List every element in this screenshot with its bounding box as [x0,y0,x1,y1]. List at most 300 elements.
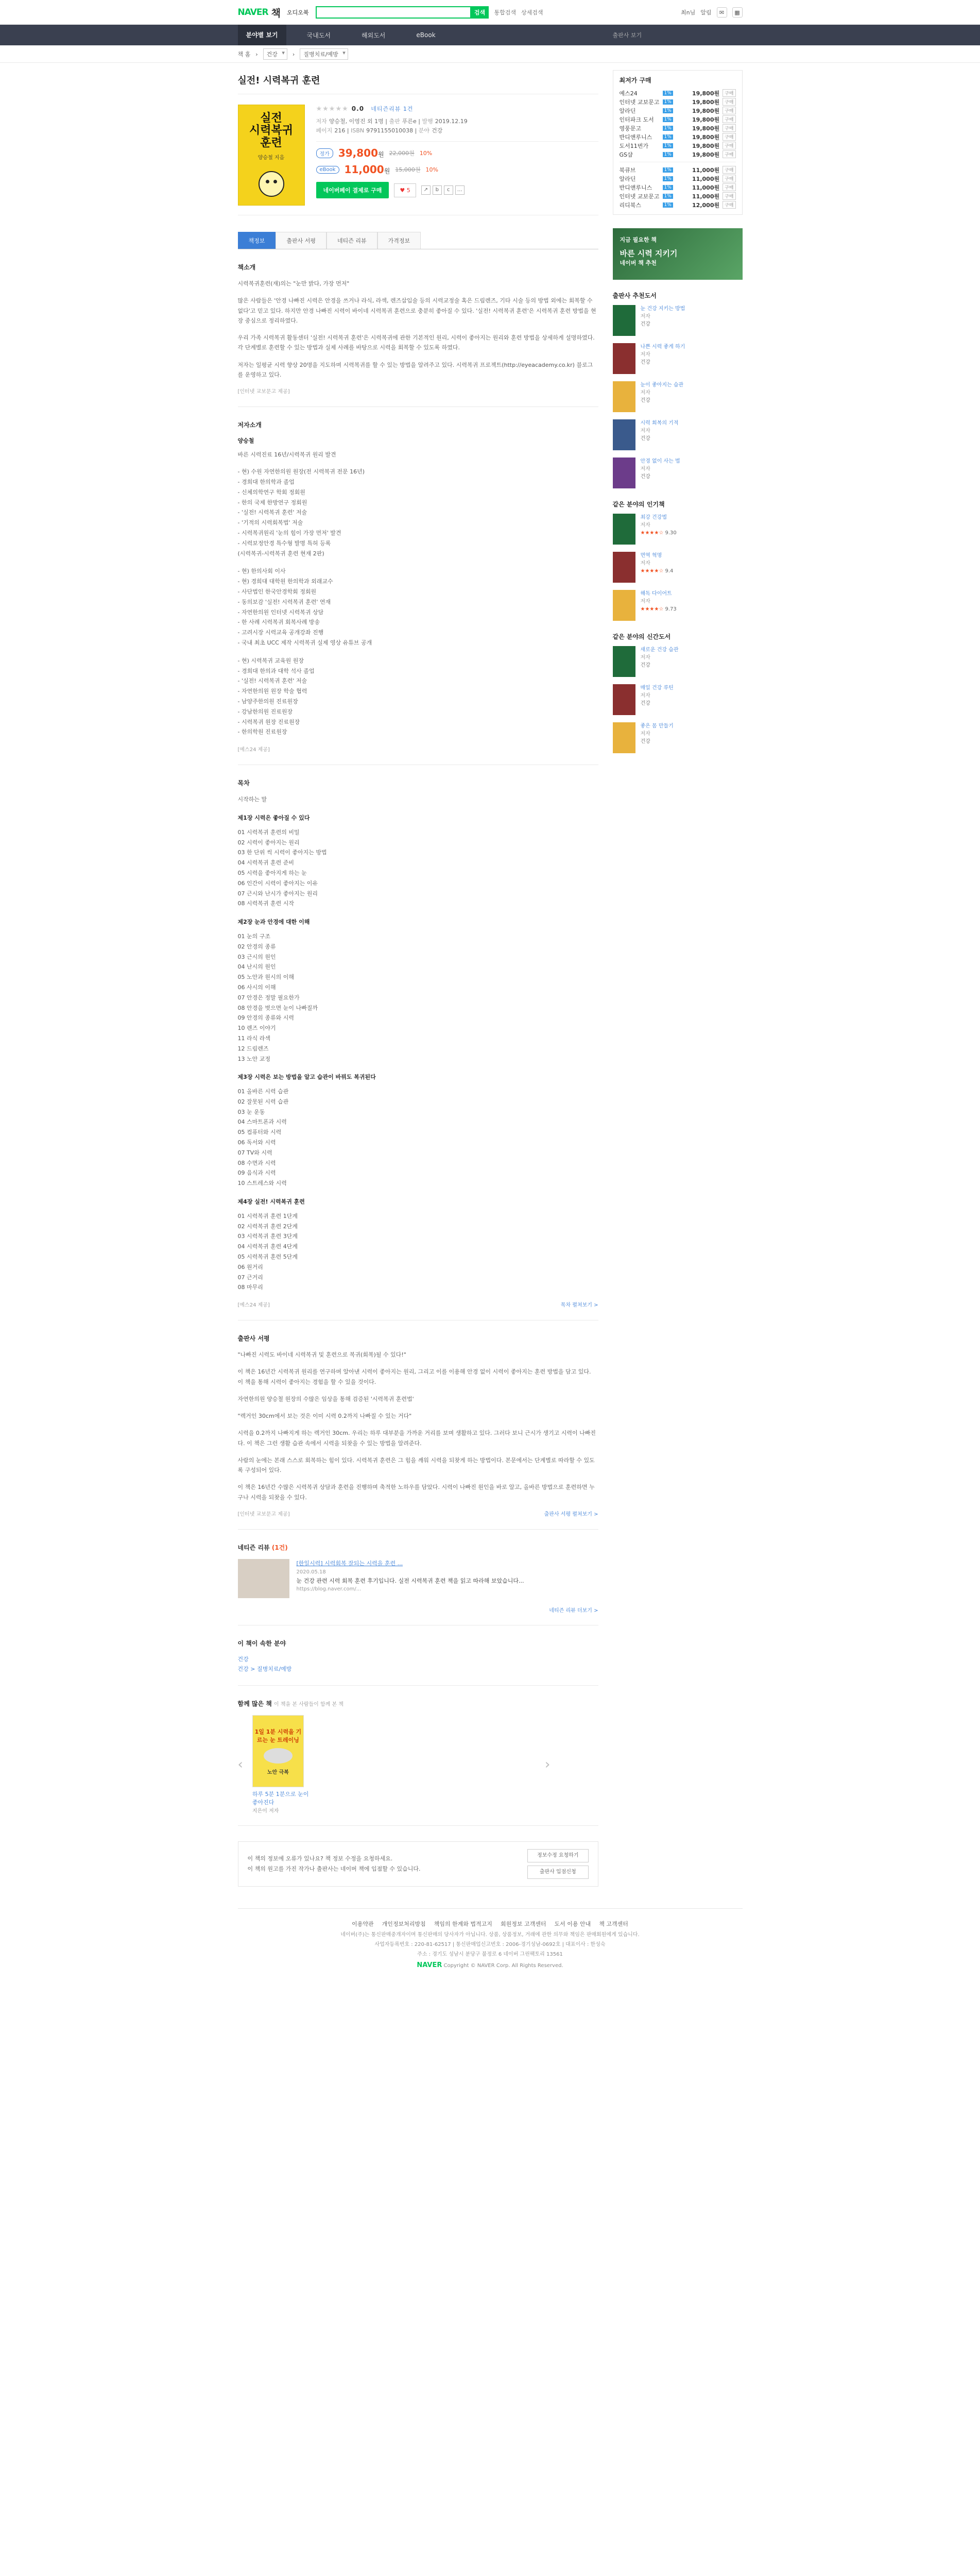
side-book-value: 건강 [640,321,650,327]
price-ebook-discount: 10% [425,166,438,173]
shop-row[interactable] [620,141,736,150]
sidebar [613,70,743,1887]
review-url[interactable]: https://blog.naver.com/... [296,1586,362,1592]
pub-review-quote: "나빠진 시력도 바이네 시력복귀 및 훈련으로 복귀(회복)될 수 있다!" [237,1351,406,1359]
pub-review-p5: 사람의 눈에는 본래 스스로 회복하는 힘이 있다. 시력복귀 훈련은 그 힘을 깨워 시력을 되찾게 하는 방법이다. 본문에서는 단계별로 따라할 수 있도록 구성되어 있다. [237,1456,595,1474]
related-heading: 함께 많은 책 [237,1700,272,1708]
shop-point: 1% [663,185,673,190]
shop-name[interactable]: 인터넷 교보문고 [619,193,660,200]
cafe-icon[interactable]: c [444,185,453,195]
toc-item: 01 올바른 시력 습관 [237,1088,289,1095]
side-book-title[interactable]: 면역 혁명 [640,553,662,558]
shop-row[interactable] [620,115,736,124]
shop-buy-button[interactable]: 구매 [723,150,735,158]
shop-price: 11,000원 [692,166,720,174]
cover-author: 양승철 지음 [257,155,285,161]
shop-row[interactable] [620,183,736,192]
footer-links [238,1919,743,1930]
more-icon[interactable]: … [455,185,465,195]
nav-foreign[interactable]: 해외도서 [362,31,386,39]
side-book-extra [641,567,674,575]
toc-item: 02 시력이 좋아지는 원리 [237,839,300,846]
book-info: 실전 시력복귀 훈련 양승철 지음 ★★★★★ 0.0 네티즌리뷰 1건 저자 양승철, 이영진 외 1명 | 출판 푸른e | 발행 2019.12.19 페이지 216 | ISBN 9791155010038 | 분야 건강 정가 39,800원 22,000원 10% eBook 11,000원 15,000원 10% 네이버페이 결제로 구매 ♥ 5 ↗ b c … [238,94,598,215]
tab-info[interactable]: 책정보 [238,232,276,249]
toc-item: 07 근거리 [237,1274,263,1281]
side-book-text [641,646,679,677]
shop-name[interactable]: 반디앤루니스 [619,133,652,141]
apps-icon[interactable]: ▦ [732,7,743,18]
toc-item: 06 인간이 시력이 좋아지는 이유 [237,879,318,887]
next-arrow-icon[interactable]: › [544,1757,551,1773]
shop-buy-button[interactable]: 구매 [723,107,735,114]
intro-p3: 우리 가족 시력복귀 활동센터 '실전! 시력복귀 훈련'은 시력복귀에 관한 기본적인 원리, 시력이 좋아지는 원리와 훈련 방법을 상세하게 설명하였다. 각 단계별로 훈련할 수 있는 방법과 실제 사례를 바탕으로 시력을 회복할 수 있도록 하였다. [237,334,595,351]
intro-p1: 시력복귀훈련(재)의는 "눈만 밝다, 가장 먼저" [237,280,350,287]
side-book-title[interactable]: 좋은 몸 만들기 [640,723,674,729]
report-line-2: 이 책의 원고를 가진 작가나 출판사는 네이버 책에 입점할 수 있습니다. [247,1866,421,1873]
netizen-heading: 네티즌 리뷰 [237,1544,270,1551]
list-item: - 시력보정안경 특수형 발명 특허 등록 [237,539,331,547]
ebook-shop-list [620,165,736,209]
side-book-text [641,514,677,545]
user-name[interactable]: 최n님 [681,9,696,16]
side-book-cover[interactable] [613,343,635,374]
report-box [238,1841,598,1887]
author-section [238,407,598,765]
shop-name[interactable]: 인터넷 교보문고 [619,98,660,106]
toc-item: 11 라식 라섹 [237,1035,270,1042]
ad-title: 바른 시력 지키기 [620,249,678,258]
toc-intro: 시작하는 말 [237,796,267,803]
toc-item: 01 시력복귀 훈련 1단계 [237,1212,298,1219]
star-icon: ★★★★☆ [640,568,665,574]
toc-chapter: 제2장 눈과 안경에 대한 이해 [237,919,310,926]
search-button[interactable]: 검색 [470,6,489,19]
rating-stars: ★★★★★ 0.0 네티즌리뷰 1건 [316,105,414,113]
publisher-link[interactable]: 출판사 보기 [612,32,642,39]
search-input[interactable] [316,6,470,19]
shop-name[interactable]: 예스24 [619,90,638,97]
side-book-cover[interactable] [613,590,635,621]
toc-item: 06 독서와 시력 [237,1139,276,1146]
side-book-cover[interactable] [613,381,635,412]
toc-item: 02 안경의 종류 [237,943,276,950]
side-book-value: 건강 [640,360,650,365]
pub-review-expand-link[interactable]: 출판사 서평 펼쳐보기 > [544,1511,598,1517]
list-item: - 현) 시력복귀 교육원 원장 [237,657,304,664]
shop-buy-button[interactable]: 구매 [723,201,735,209]
tab-bar [238,232,598,249]
list-item: - 자연한의원 인터넷 시력복귀 상담 [237,608,324,616]
ad-top: 지금 필요한 책 [620,236,657,243]
publisher-apply-button[interactable]: 출판사 입점신청 [527,1866,588,1879]
shop-name[interactable]: 알라딘 [619,175,636,182]
intro-heading: 책소개 [237,264,256,271]
pub-review-p4: 시력을 0.2까지 나빠지게 하는 렉거인 30cm. 우리는 하루 대부분을 가까운 거리를 보며 생활하고 있다. 그러다 보니 근시가 생기고 시력이 나빠진다. 이 책은 그런 생활 습관 속에서 시력을 되찾을 수 있는 방법을 알려준다. [237,1430,596,1447]
shop-row[interactable] [620,124,736,132]
side-book-item[interactable] [613,419,743,450]
isbn: 9791155010038 [366,127,414,134]
author-desc: 바른 시력진료 16년/시력복귀 원리 발견 [237,451,336,458]
side-book-cover[interactable] [613,552,635,583]
main-content [238,70,598,1887]
blog-icon[interactable]: b [433,185,442,195]
shop-name[interactable]: GS샵 [619,151,633,158]
side-book-author: 저자 [640,693,650,699]
shop-name[interactable]: 인터파크 도서 [619,116,654,123]
shop-buy-button[interactable]: 구매 [723,124,735,132]
shop-buy-button[interactable]: 구매 [723,192,735,200]
side-book-title[interactable]: 안경 없이 사는 법 [640,459,680,464]
toc-item: 12 드림렌즈 [237,1045,269,1052]
shop-row[interactable] [620,192,736,200]
shop-point: 1% [663,176,673,181]
price-ebook-old: 15,000원 [395,166,421,174]
nav-ebook[interactable]: eBook [416,31,436,39]
footer-link[interactable]: 도서 이용 안내 [554,1921,591,1928]
footer-link[interactable]: 책 고객센터 [599,1921,628,1928]
pub-review-heading: 출판사 서평 [237,1335,270,1343]
price-paper-value: 39,800 [338,147,379,160]
review-body: 눈 건강 관련 시력 회복 훈련 후기입니다. 실전 시력복귀 훈련 책을 읽고 따라해 보았습니다... [296,1577,524,1584]
shop-point: 1% [663,143,673,148]
tab-price[interactable]: 가격정보 [377,232,421,249]
toc-item: 03 시력복귀 훈련 3단계 [237,1233,298,1240]
netizen-more-link[interactable]: 네티즌 리뷰 더보기 > [549,1607,598,1614]
list-item: - 시력복귀원리 '눈의 힘이 가장 먼저' 발견 [237,530,341,537]
side-book-item[interactable] [613,381,743,412]
toc-item: 09 음식과 시력 [237,1170,276,1177]
isbn-key: ISBN [351,127,365,134]
pub-date: 2019.12.19 [435,118,468,125]
detail-search-link[interactable]: 상세검색 [521,9,543,16]
toc-item: 04 시력복귀 훈련 4단계 [237,1243,298,1250]
shop-row[interactable] [620,174,736,183]
toc-item: 01 눈의 구조 [237,933,270,940]
prev-arrow-icon[interactable]: ‹ [237,1757,243,1773]
side-book-value: 9.4 [665,568,674,574]
toc-item: 09 안경의 종류와 시력 [237,1014,294,1022]
review-title[interactable]: [한일시력] 시력회복 잘되는 시력을 훈련 ... [296,1560,403,1567]
shop-row[interactable] [620,150,736,159]
toc-item: 02 잘못된 시력 습관 [237,1098,289,1105]
side-book-title[interactable]: 시력 회복의 기적 [640,420,679,426]
side-book-value: 9.73 [665,606,677,612]
toc-item: 04 스마트폰과 시력 [237,1118,287,1126]
toc-item: 02 시력복귀 훈련 2단계 [237,1223,298,1230]
toc-item: 04 난시의 원인 [237,963,276,971]
side-book-item[interactable] [613,684,743,715]
like-button[interactable]: ♥ 5 [394,183,416,197]
naver-logo[interactable]: NAVER [237,7,268,18]
shop-row[interactable] [620,97,736,106]
review-thumbnail[interactable] [238,1559,289,1598]
intro-p2: 많은 사람들은 '안경 나빠진 시력은 안경을 쓰거나 라식, 라섹, 렌즈삽입술 등의 시력교정술 혹은 드림렌즈, 기타 시술 등의 방법 외에는 회복할 수 없다'고 믿고 있다. 하지만 안경 나빠진 시력이 바이네 시력복귀 훈련으로 충분히 좋아질 수 있다. '실전! 시력복귀 훈련'은 시력복귀 훈련 방법을 현장 중심으로 정리하였다. [237,297,596,324]
side-book-cover[interactable] [613,722,635,753]
ad-banner[interactable] [613,228,743,280]
shop-point: 1% [663,134,673,140]
shop-name[interactable]: 영풍문고 [619,125,642,132]
list-item: - 시력복귀 원장 진료원장 [237,718,300,725]
all-category-button[interactable]: 분야별 보기 [238,25,286,45]
related-book-card[interactable] [252,1715,309,1814]
side-book-cover[interactable] [613,419,635,450]
shop-name[interactable]: 알라딘 [619,107,636,114]
toc-chapter: 제3장 시력은 보는 방법을 알고 습관이 바꿔도 복귀된다 [237,1074,376,1081]
related-sub: 이 책을 본 사람들이 함께 본 책 [274,1702,344,1708]
side-book-title[interactable]: 매일 건강 루틴 [640,685,674,691]
footer-logo[interactable]: NAVER [417,1961,442,1970]
popular-heading: 같은 분야의 인기책 [612,501,665,508]
side-book-title[interactable]: 나쁜 시력 좋게 하기 [640,344,685,350]
footer-link[interactable]: 책임의 한계와 법적고지 [434,1921,492,1928]
intro-source: [인터넷 교보문고 제공] [237,389,290,395]
shop-buy-button[interactable]: 구매 [723,142,735,149]
toc-item: 03 한 단위 씩 시력이 좋아지는 방법 [237,849,327,856]
list-item: - '기적의 시력회복법' 저술 [237,519,303,527]
side-book-cover[interactable] [613,684,635,715]
side-book-title[interactable]: 해독 다이어트 [640,591,672,597]
side-book-item[interactable] [613,514,743,545]
category-key: 분야 [418,127,430,134]
category[interactable]: 건강 [432,127,443,134]
nav-domestic[interactable]: 국내도서 [306,31,331,39]
pages: 216 [334,127,346,134]
shop-point: 1% [663,126,673,131]
side-book-title[interactable]: 눈이 좋아지는 습관 [640,382,684,388]
side-book-cover[interactable] [613,457,635,488]
side-book-value: 건강 [640,398,650,403]
shop-name[interactable]: 도서11번가 [619,142,649,149]
side-book-item[interactable] [613,722,743,753]
toc-list [238,813,598,1293]
related-book-writer: 지은이 저자 [252,1808,279,1815]
pub-review-section [238,1320,598,1530]
category-link-2[interactable]: 건강 > 질병치료/예방 [237,1665,292,1672]
toc-item: 08 시력복귀 훈련 시작 [237,900,294,907]
shop-price: 19,800원 [692,98,720,106]
related-book-cover[interactable] [252,1715,304,1787]
review-count-link[interactable]: 네티즌리뷰 1건 [371,106,414,112]
toc-item: 08 마무리 [237,1284,263,1291]
side-book-extra [641,435,679,443]
category-link-1[interactable]: 건강 [237,1655,249,1663]
shop-buy-button[interactable]: 구매 [723,183,735,191]
top-bar [0,0,980,25]
side-book-author: 저자 [640,731,650,737]
report-line-1: 이 책의 정보에 오류가 있나요? 책 정보 수정을 요청하세요. [247,1855,393,1862]
side-book-cover[interactable] [613,514,635,545]
service-name[interactable]: 책 [271,7,281,19]
shop-point: 1% [663,91,673,96]
new-heading: 같은 분야의 신간도서 [612,633,671,640]
side-book-extra [641,529,677,537]
list-item: - 자연한의원 원장 학술 협력 [237,688,307,695]
list-item: - '실전! 시력복귀 훈련' 저술 [237,509,307,516]
shop-buy-button[interactable]: 구매 [723,175,735,182]
side-book-author: 저자 [640,655,650,660]
toc-item: 07 안경은 정말 필요한가 [237,994,300,1001]
shop-buy-button[interactable]: 구매 [723,133,735,141]
price-unit: 원 [378,151,384,159]
shop-row[interactable] [620,106,736,115]
side-book-item[interactable] [613,457,743,488]
shop-name[interactable]: 리디북스 [619,201,642,209]
author[interactable]: 양승철, 이영진 외 1명 [329,118,384,125]
shop-row[interactable] [620,200,736,209]
shop-price: 19,800원 [692,90,720,97]
side-book-value: 건강 [640,474,650,480]
chevron-right-icon: › [255,50,258,58]
side-book-item[interactable] [613,590,743,621]
side-book-text [641,343,685,374]
intro-p4: 저자는 일평균 시력 향상 20명을 지도하며 시력복귀를 할 수 있는 방법을 알려주고 있다. 시력복귀 프로젝트(http://eyeacademy.co.kr) 블로그를 운영하고 있다. [237,361,593,378]
list-item: - 국내 최초 UCC 제작 시력복귀 실제 영상 유튜브 공개 [237,639,372,646]
pub-review-p2: 자연한의원 양승철 원장의 수많은 임상을 통해 검증된 '시력복귀 훈련법' [237,1395,414,1402]
toc-item: 10 렌즈 이야기 [237,1025,276,1032]
price-tag-ebook: eBook [316,166,339,174]
side-book-value: 건강 [640,701,650,706]
author-list-3 [238,656,598,737]
side-book-cover[interactable] [613,305,635,336]
price-compare-heading: 최저가 구매 [619,77,651,84]
list-item: - 남양주한의원 진료원장 [237,698,298,705]
related-cover-title: 1일 1분 시력을 기르는 눈 트레이닝 [254,1728,302,1743]
side-book-extra [641,397,684,404]
side-book-value: 건강 [640,739,650,744]
price-paper-discount: 10% [419,149,433,157]
shop-price: 11,000원 [692,175,720,182]
book-title: 실전! 시력복귀 훈련 [238,70,598,94]
price-paper [338,147,384,159]
toc-expand-link[interactable]: 목차 펼쳐보기 > [560,1302,598,1309]
book-cover[interactable] [238,105,305,206]
category-select-1[interactable]: 건강 ▾ [263,48,287,60]
list-item: - 고려시장 시력교육 공개강좌 진행 [237,629,324,636]
shop-row[interactable] [620,132,736,141]
side-book-item[interactable] [613,552,743,583]
toc-item: 07 TV와 시력 [237,1149,272,1156]
list-item: - 현) 수원 자연한의원 원장(전 시력복귀 전문 16년) [237,468,365,476]
side-book-author: 저자 [640,561,650,566]
footer-link[interactable]: 개인정보처리방침 [382,1921,426,1928]
share-icon[interactable]: ↗ [421,185,431,195]
list-item: - 한의 국제 한방연구 정회원 [237,499,307,506]
side-book-item[interactable] [613,305,743,336]
toc-item: 05 노안과 원시의 이해 [237,974,294,981]
footer [238,1908,743,1972]
search-box [316,6,489,19]
pub-review-p1: 이 책은 16년간 시력복귀 원리를 연구하며 알아낸 시력이 좋아지는 원리, 그리고 이를 이용해 안경 없이 시력이 좋아지는 훈련 방법을 담고 있다. 이 책을 통해 시력이 좋아지는 경험을 할 수 있을 것이다. [237,1368,591,1385]
pages-key: 페이지 [316,127,333,134]
shop-buy-button[interactable]: 구매 [723,89,735,97]
price-box [316,141,598,176]
toc-heading: 목차 [237,779,250,787]
side-book-item[interactable] [613,343,743,374]
side-book-title[interactable]: 최강 건강법 [640,515,667,520]
publisher[interactable]: 푸른e [402,118,417,125]
side-book-text [641,722,674,753]
author-name[interactable]: 양승철 [237,437,254,444]
shop-buy-button[interactable]: 구매 [723,115,735,123]
footer-link[interactable]: 이용약관 [352,1921,374,1928]
shop-price: 11,000원 [692,184,720,191]
tab-review[interactable]: 출판사 서평 [276,232,326,249]
shop-buy-button[interactable]: 구매 [723,166,735,174]
rec-books [613,291,743,488]
footer-link[interactable]: 회원정보 고객센터 [500,1921,546,1928]
price-paper-old: 22,000원 [389,150,415,157]
shop-name[interactable]: 북큐브 [619,166,636,174]
intro-section [238,249,598,407]
side-book-item[interactable] [613,646,743,677]
tab-netizen[interactable]: 네티즌 리뷰 [326,232,377,249]
toc-item: 05 시력복귀 훈련 5단계 [237,1253,298,1261]
new-books [613,632,743,753]
pub-review-p3: "렉거인 30cm에서 보는 것은 이미 시력 0.2까지 나빠질 수 있는 거다" [237,1413,412,1420]
shop-name[interactable]: 반디앤루니스 [619,184,652,191]
side-book-title[interactable]: 새로운 건강 습관 [640,647,679,653]
price-tag-paper: 정가 [316,148,333,158]
side-book-cover[interactable] [613,646,635,677]
toc-chapter: 제4장 실전! 시력복귀 훈련 [237,1198,305,1206]
like-count: 5 [406,187,410,194]
toc-item: 03 눈 운동 [237,1108,265,1115]
related-book-title[interactable]: 하루 5분 1분으로 눈이 좋아진다 [252,1791,309,1806]
list-item: - 경희대 한의학과 졸업 [237,479,295,486]
side-book-value: 건강 [640,436,650,442]
list-item: - 한의학원 진료원장 [237,728,287,736]
footer-line-1: 네이버(주)는 통신판매중개자이며 통신판매의 당사자가 아닙니다. 상품, 상품정보, 거래에 관한 의무와 책임은 판매회원에게 있습니다. [340,1932,640,1938]
logo[interactable] [238,6,309,20]
shop-buy-button[interactable]: 구매 [723,98,735,106]
shop-row[interactable] [620,89,736,97]
toc-chapter: 제1장 시력은 좋아질 수 있다 [237,814,310,821]
notify-label[interactable]: 알림 [700,9,712,16]
cover-title: 실전 시력복귀 훈련 [249,112,293,150]
audiobook-link[interactable]: 오디오북 [286,9,309,16]
side-book-author: 저자 [640,314,650,319]
toc-item: 05 시력을 좋아지게 하는 눈 [237,869,307,876]
category-select-2[interactable]: 질병치료/예방 ▾ [300,48,348,60]
toc-item: 05 컴퓨터와 시력 [237,1129,282,1136]
shop-row[interactable] [620,165,736,174]
mail-icon[interactable]: ✉ [717,7,727,18]
shop-price: 19,800원 [692,107,720,114]
toc-item: 07 근시와 난시가 좋아지는 원리 [237,890,318,897]
side-book-extra [641,605,677,613]
category-nav [0,25,980,45]
shop-point: 1% [663,108,673,113]
side-book-title[interactable]: 눈 건강 지키는 방법 [640,306,685,312]
side-book-value: 건강 [640,663,650,668]
side-book-author: 저자 [640,390,650,396]
edit-request-button[interactable]: 정보수정 요청하기 [527,1849,588,1862]
related-cover-sub: 노안 극복 [267,1769,289,1775]
chevron-right-icon: › [292,50,295,58]
shop-point: 1% [663,167,673,173]
netizen-review-item[interactable] [238,1559,598,1598]
shop-point: 1% [663,117,673,122]
shop-price: 19,800원 [692,151,720,158]
toc-item: 06 사시의 이해 [237,984,276,991]
list-item: - 현) 한의사회 이사 [237,568,286,575]
buy-button[interactable]: 네이버페이 결제로 구매 [316,182,389,198]
author-key: 저자 [316,118,327,125]
total-search-link[interactable]: 통합검색 [494,9,516,16]
breadcrumb-home[interactable]: 책 홈 [237,51,251,58]
side-book-author: 저자 [640,599,650,604]
shop-point: 1% [663,99,673,105]
